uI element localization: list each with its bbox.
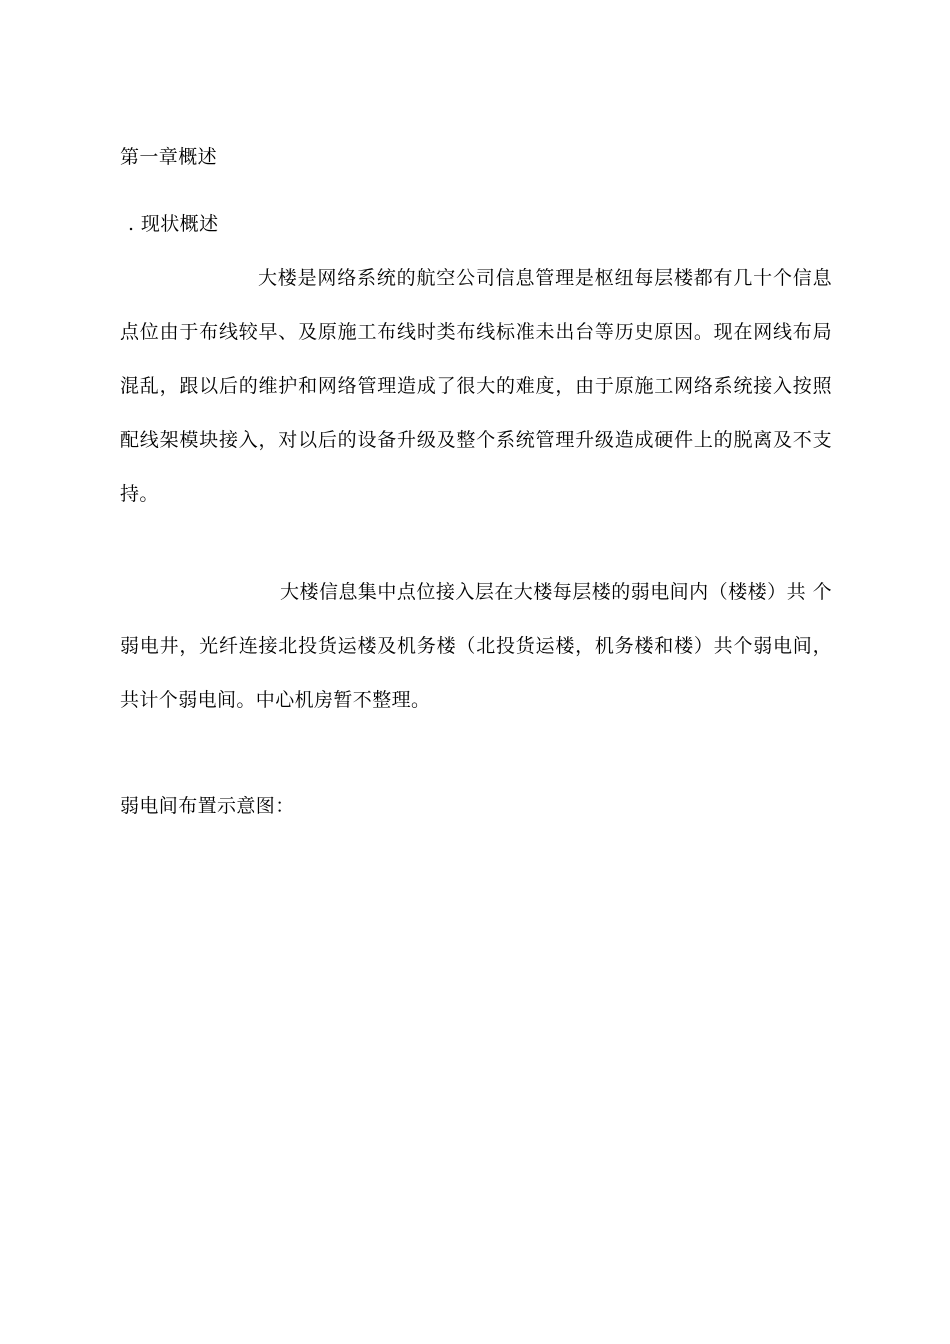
chapter-title: 第一章概述 (120, 146, 218, 168)
paragraph-status-overview: 大楼是网络系统的航空公司信息管理是枢纽每层楼都有几十个信息点位由于布线较早、及原施工布线时类布线标准未出台等历史原因。现在网线布局混乱，跟以后的维护和网络管理造成了很大的难度，由于原施工网络系统接入按照配线架模块接入，对以后的设备升级及整个系统管理升级造成硬件上的脱离及不支持。 (120, 267, 832, 505)
diagram-caption: 弱电间布置示意图： (120, 795, 295, 817)
paragraph-access-layer: 大楼信息集中点位接入层在大楼每层楼的弱电间内（楼楼）共 个弱电井，光纤连接北投货运楼及机务楼（北投货运楼，机务楼和楼）共个弱电间，共计个弱电间。中心机房暂不整理。 (120, 581, 832, 711)
section-title: . 现状概述 (128, 213, 219, 235)
